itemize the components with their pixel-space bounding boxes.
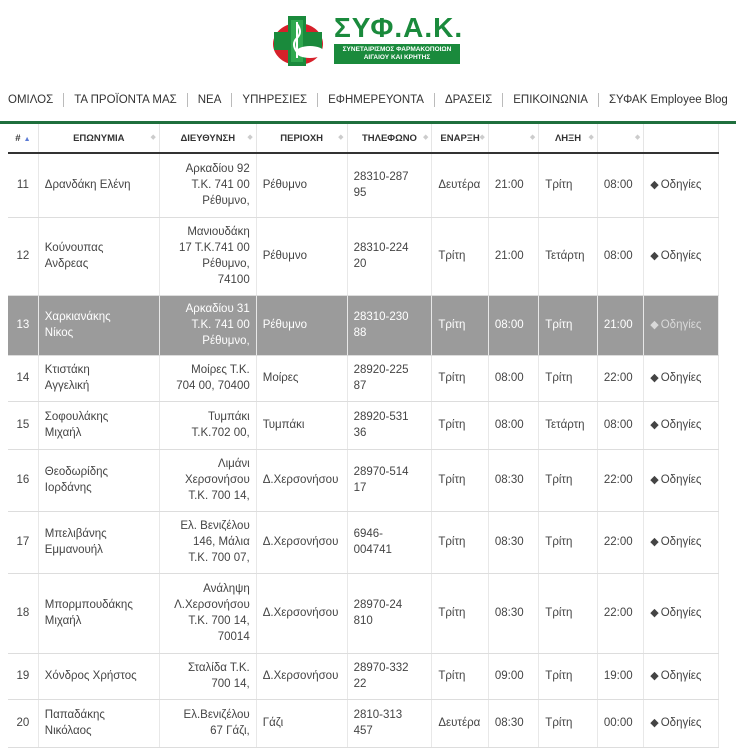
cell-number bbox=[8, 217, 38, 295]
cell-address-text: 17 Τ.Κ.741 00 bbox=[178, 242, 250, 254]
cell-start-time bbox=[488, 401, 538, 449]
cell-start-time-text: 08:00 bbox=[494, 419, 524, 431]
cell-end-day bbox=[539, 573, 598, 653]
cell-start-day-text: Τρίτη bbox=[438, 419, 466, 431]
cell-start-time bbox=[488, 217, 538, 295]
cell-area bbox=[256, 511, 347, 573]
cell-end-time-text: 08:00 bbox=[603, 179, 633, 192]
cell-end-time-text: 22:00 bbox=[603, 536, 633, 548]
cell-address-text: Λ.Χερσονήσου bbox=[174, 599, 250, 611]
cell-address-text: Αρκαδίου 92 bbox=[185, 163, 250, 176]
cell-number-text: 14 bbox=[16, 372, 30, 384]
cell-start-time bbox=[488, 699, 538, 747]
cell-area-text: Ρέθυμνο bbox=[262, 319, 307, 331]
cell-end-day bbox=[539, 153, 598, 217]
cell-number-text: 11 bbox=[16, 179, 29, 192]
table-row[interactable] bbox=[8, 449, 719, 511]
cell-area bbox=[256, 295, 347, 355]
cell-phone-text: 36 bbox=[353, 427, 367, 439]
cell-number bbox=[8, 653, 38, 699]
cell-name-text: Νίκος bbox=[44, 327, 74, 339]
cell-address bbox=[159, 295, 256, 355]
cell-area-text: Ρέθυμνο bbox=[262, 179, 307, 192]
on-duty-pharmacies-table bbox=[8, 124, 719, 748]
table-row[interactable] bbox=[8, 699, 719, 747]
cell-start-day-text: Τρίτη bbox=[438, 536, 466, 548]
table-row[interactable] bbox=[8, 295, 719, 355]
nav-item-group[interactable]: ΟΜΙΛΟΣ bbox=[0, 93, 64, 107]
sort-icon: ◆ bbox=[634, 134, 641, 141]
site-logo[interactable] bbox=[270, 12, 464, 68]
column-header-number[interactable]: # ▲ bbox=[8, 124, 38, 153]
cell-name bbox=[38, 401, 159, 449]
cell-end-time-text: 19:00 bbox=[603, 670, 633, 682]
cell-name-text: Μπελιβάνης bbox=[44, 528, 107, 540]
cell-start-day-text: Τρίτη bbox=[438, 372, 466, 384]
cell-start-time-text: 21:00 bbox=[494, 179, 524, 192]
column-header-start[interactable]: ΕΝΑΡΞΗ ◆ bbox=[432, 124, 489, 153]
cell-end-day-text: Τρίτη bbox=[545, 717, 573, 729]
sort-icon: ◆ bbox=[247, 134, 253, 141]
directions-icon: ◆ bbox=[650, 717, 659, 729]
cell-end-day-text: Τρίτη bbox=[545, 670, 573, 682]
directions-label: Οδηγίες bbox=[660, 607, 702, 619]
cell-name-text: Χόνδρος Χρήστος bbox=[44, 670, 137, 682]
cell-name-text: Μιχαήλ bbox=[44, 427, 82, 439]
cell-end-day-text: Τρίτη bbox=[545, 607, 573, 619]
cell-address-text: Χερσονήσου bbox=[184, 474, 250, 486]
cell-name-text: Μπορμπουδάκης bbox=[44, 599, 133, 611]
cell-address-text: Τ.Κ.702 00, bbox=[191, 427, 250, 439]
cell-address bbox=[159, 355, 256, 401]
cell-address-text: 70014 bbox=[217, 631, 250, 643]
cell-number bbox=[8, 511, 38, 573]
cell-phone bbox=[347, 217, 432, 295]
cell-start-day bbox=[432, 699, 489, 747]
cell-name bbox=[38, 511, 159, 573]
cell-end-time bbox=[597, 653, 643, 699]
cell-name bbox=[38, 449, 159, 511]
cell-address-text: Ρέθυμνο, bbox=[202, 195, 250, 208]
directions-link[interactable] bbox=[644, 295, 719, 355]
cell-end-time-text: 08:00 bbox=[603, 419, 633, 431]
cell-number bbox=[8, 153, 38, 217]
cell-address-text: 146, Μάλια bbox=[192, 536, 250, 548]
cell-area bbox=[256, 355, 347, 401]
table-row[interactable] bbox=[8, 653, 719, 699]
cell-name-text: Κτιστάκη bbox=[44, 364, 90, 376]
directions-icon: ◆ bbox=[650, 319, 659, 331]
cell-phone-text: 28920-531 bbox=[353, 411, 409, 423]
cell-end-day-text: Τρίτη bbox=[545, 536, 573, 548]
nav-item-actions[interactable]: ΔΡΑΣΕΙΣ bbox=[435, 93, 503, 107]
directions-label: Οδηγίες bbox=[660, 179, 702, 192]
cell-area-text: Δ.Χερσονήσου bbox=[262, 474, 339, 486]
cell-address-text: 700 14, bbox=[211, 678, 250, 690]
cell-start-day bbox=[432, 217, 489, 295]
cell-start-time bbox=[488, 511, 538, 573]
cell-end-time bbox=[597, 401, 643, 449]
column-header-end[interactable]: ΛΗΞΗ ◆ bbox=[539, 124, 598, 153]
cell-start-time bbox=[488, 153, 538, 217]
cell-name bbox=[38, 217, 159, 295]
cell-end-day bbox=[539, 511, 598, 573]
cell-address-text: Ρέθυμνο, bbox=[202, 335, 250, 347]
cell-start-day-text: Δευτέρα bbox=[438, 179, 481, 192]
directions-link[interactable] bbox=[644, 355, 719, 401]
table-row[interactable] bbox=[8, 355, 719, 401]
logo-subtitle-line2: ΑΙΓΑΙΟΥ ΚΑΙ ΚΡΗΤΗΣ bbox=[363, 54, 431, 61]
cell-area-text: Δ.Χερσονήσου bbox=[262, 607, 339, 619]
logo-title: ΣΥΦ.Α.Κ. bbox=[334, 12, 464, 43]
cell-end-time-text: 00:00 bbox=[603, 717, 633, 729]
directions-icon: ◆ bbox=[650, 607, 659, 619]
cell-address-text: 67 Γάζι, bbox=[210, 725, 250, 737]
cell-area-text: Τυμπάκι bbox=[262, 419, 305, 431]
cell-end-time bbox=[597, 699, 643, 747]
cell-address-text: Ανάληψη bbox=[203, 583, 250, 595]
nav-item-news[interactable]: ΝΕΑ bbox=[188, 93, 233, 107]
cell-phone-text: 004741 bbox=[353, 544, 392, 556]
cell-start-day-text: Τρίτη bbox=[438, 474, 466, 486]
cell-end-day-text: Τρίτη bbox=[545, 474, 573, 486]
sort-ascending-icon: ▲ bbox=[23, 135, 31, 143]
cell-start-time bbox=[488, 573, 538, 653]
cell-name-text: Παπαδάκης bbox=[44, 709, 105, 721]
cell-end-day bbox=[539, 355, 598, 401]
cell-start-time bbox=[488, 355, 538, 401]
cell-area bbox=[256, 153, 347, 217]
column-header-directions bbox=[644, 124, 719, 153]
sort-icon: ◆ bbox=[588, 134, 594, 141]
sort-icon: ◆ bbox=[338, 134, 344, 141]
cell-address bbox=[159, 449, 256, 511]
nav-item-products[interactable]: ΤΑ ΠΡΟΪΟΝΤΑ ΜΑΣ bbox=[64, 93, 188, 107]
cell-number-text: 13 bbox=[16, 319, 30, 331]
cell-address-text: Τ.Κ. 741 00 bbox=[191, 179, 250, 192]
pharmacy-cross-logo-icon bbox=[270, 12, 332, 68]
cell-start-day-text: Τρίτη bbox=[438, 250, 466, 262]
cell-address-text: Ελ.Βενιζέλου bbox=[183, 709, 250, 721]
directions-link[interactable] bbox=[644, 573, 719, 653]
cell-phone-text: 87 bbox=[353, 380, 367, 392]
table-row[interactable] bbox=[8, 573, 719, 653]
logo-subtitle bbox=[334, 44, 460, 64]
column-header-area[interactable]: ΠΕΡΙΟΧΗ ◆ bbox=[256, 124, 347, 153]
cell-phone-text: 28310-287 bbox=[353, 171, 409, 184]
nav-item-services[interactable]: ΥΠΗΡΕΣΙΕΣ bbox=[232, 93, 318, 107]
cell-end-time-text: 08:00 bbox=[603, 250, 633, 262]
cell-area bbox=[256, 401, 347, 449]
cell-end-time bbox=[597, 153, 643, 217]
cell-phone bbox=[347, 573, 432, 653]
cell-end-day bbox=[539, 217, 598, 295]
cell-start-day-text: Τρίτη bbox=[438, 319, 466, 331]
sort-icon: ◆ bbox=[529, 134, 536, 141]
cell-end-time-text: 22:00 bbox=[603, 372, 633, 384]
cell-name-text: Νικόλαος bbox=[44, 725, 92, 737]
cell-phone-text: 28970-24 bbox=[353, 599, 403, 611]
cell-number-text: 17 bbox=[16, 536, 30, 548]
cell-phone-text: 95 bbox=[353, 187, 367, 200]
cell-name-text: Εμμανουήλ bbox=[44, 544, 103, 556]
cell-address-text: Μανιουδάκη bbox=[187, 226, 250, 238]
cell-area bbox=[256, 573, 347, 653]
cell-end-day bbox=[539, 699, 598, 747]
cell-number bbox=[8, 449, 38, 511]
cell-area bbox=[256, 449, 347, 511]
cell-number bbox=[8, 573, 38, 653]
cell-phone-text: 17 bbox=[353, 482, 367, 494]
cell-start-time bbox=[488, 449, 538, 511]
cell-start-day-text: Τρίτη bbox=[438, 670, 466, 682]
cell-end-time-text: 21:00 bbox=[603, 319, 633, 331]
cell-area-text: Γάζι bbox=[262, 717, 284, 729]
cell-address-text: Τ.Κ. 700 07, bbox=[188, 552, 250, 564]
cell-phone-text: 88 bbox=[353, 327, 367, 339]
column-header-address[interactable]: ΔΙΕΥΘΥΝΣΗ ◆ bbox=[159, 124, 256, 153]
cell-start-day-text: Δευτέρα bbox=[438, 717, 481, 729]
table-row[interactable] bbox=[8, 153, 719, 217]
directions-icon: ◆ bbox=[650, 372, 659, 384]
cell-area-text: Ρέθυμνο bbox=[262, 250, 307, 262]
cell-start-time-text: 08:00 bbox=[494, 319, 524, 331]
directions-label: Οδηγίες bbox=[660, 474, 702, 486]
cell-phone-text: 810 bbox=[353, 615, 373, 627]
cell-area bbox=[256, 653, 347, 699]
cell-phone-text: 2810-313 bbox=[353, 709, 403, 721]
cell-end-time-text: 22:00 bbox=[603, 607, 633, 619]
cell-phone bbox=[347, 355, 432, 401]
cell-phone-text: 28310-224 bbox=[353, 242, 409, 254]
column-header-end-time[interactable] bbox=[597, 124, 643, 153]
directions-icon: ◆ bbox=[650, 670, 659, 682]
cell-start-time-text: 08:30 bbox=[494, 717, 524, 729]
cell-number-text: 15 bbox=[16, 419, 30, 431]
cell-name bbox=[38, 573, 159, 653]
cell-phone bbox=[347, 699, 432, 747]
cell-address bbox=[159, 401, 256, 449]
cell-number bbox=[8, 699, 38, 747]
directions-label: Οδηγίες bbox=[660, 372, 702, 384]
nav-item-contact[interactable]: ΕΠΙΚΟΙΝΩΝΙΑ bbox=[503, 93, 599, 107]
cell-name-text: Χαρκιανάκης bbox=[44, 311, 111, 323]
cell-start-day bbox=[432, 573, 489, 653]
cell-name bbox=[38, 153, 159, 217]
cell-phone-text: 20 bbox=[353, 258, 367, 270]
table-row[interactable] bbox=[8, 511, 719, 573]
cell-end-time bbox=[597, 217, 643, 295]
directions-link[interactable] bbox=[644, 653, 719, 699]
cell-start-day bbox=[432, 295, 489, 355]
cell-start-time-text: 08:30 bbox=[494, 607, 524, 619]
cell-phone-text: 457 bbox=[353, 725, 373, 737]
directions-label: Οδηγίες bbox=[660, 250, 702, 262]
cell-number-text: 12 bbox=[16, 250, 30, 262]
cell-phone-text: 6946- bbox=[353, 528, 383, 540]
cell-phone bbox=[347, 153, 432, 217]
cell-end-day-text: Τρίτη bbox=[545, 179, 573, 192]
cell-phone-text: 28970-332 bbox=[353, 662, 409, 674]
cell-end-time bbox=[597, 511, 643, 573]
column-header-name[interactable]: ΕΠΩΝΥΜΙΑ ◆ bbox=[38, 124, 159, 153]
cell-address-text: 704 00, 70400 bbox=[176, 380, 250, 392]
cell-start-day bbox=[432, 449, 489, 511]
cell-end-time bbox=[597, 449, 643, 511]
cell-end-time bbox=[597, 573, 643, 653]
directions-icon: ◆ bbox=[650, 474, 659, 486]
cell-phone-text: 28310-230 bbox=[353, 311, 409, 323]
cell-address-text: Μοίρες Τ.Κ. bbox=[191, 364, 250, 376]
cell-address-text: Τ.Κ. 741 00 bbox=[191, 319, 250, 331]
cell-phone bbox=[347, 449, 432, 511]
cell-address-text: Τ.Κ. 700 14, bbox=[188, 615, 250, 627]
cell-area bbox=[256, 217, 347, 295]
sort-icon: ◆ bbox=[479, 134, 485, 141]
cell-name bbox=[38, 699, 159, 747]
cell-end-time bbox=[597, 295, 643, 355]
directions-link[interactable] bbox=[644, 511, 719, 573]
cell-start-time bbox=[488, 295, 538, 355]
cell-end-day-text: Τρίτη bbox=[545, 319, 573, 331]
cell-address-text: Τ.Κ. 700 14, bbox=[188, 490, 250, 502]
cell-phone-text: 28970-514 bbox=[353, 466, 409, 478]
cell-address bbox=[159, 153, 256, 217]
cell-address-text: Ελ. Βενιζέλου bbox=[180, 520, 250, 532]
directions-icon: ◆ bbox=[650, 536, 659, 548]
sort-icon: ◆ bbox=[422, 134, 429, 141]
directions-label: Οδηγίες bbox=[660, 419, 702, 431]
cell-name-text: Κούνουπας bbox=[44, 242, 104, 254]
cell-name-text: Ανδρεας bbox=[44, 258, 89, 270]
cell-address bbox=[159, 653, 256, 699]
cell-name bbox=[38, 355, 159, 401]
cell-end-time-text: 22:00 bbox=[603, 474, 633, 486]
cell-number bbox=[8, 355, 38, 401]
cell-number bbox=[8, 295, 38, 355]
table-row[interactable] bbox=[8, 217, 719, 295]
cell-name-text: Σοφουλάκης bbox=[44, 411, 109, 423]
directions-icon: ◆ bbox=[650, 179, 659, 192]
cell-address-text: Τυμπάκι bbox=[208, 411, 250, 423]
logo-subtitle-line1: ΣΥΝΕΤΑΙΡΙΣΜΟΣ ΦΑΡΜΑΚΟΠΟΙΩΝ bbox=[342, 46, 452, 53]
directions-link[interactable] bbox=[644, 449, 719, 511]
cell-address bbox=[159, 217, 256, 295]
table-row[interactable] bbox=[8, 401, 719, 449]
nav-item-employee-blog[interactable]: ΣΥΦΑΚ Employee Blog bbox=[608, 94, 728, 106]
cell-start-time-text: 21:00 bbox=[494, 250, 524, 262]
cell-start-day bbox=[432, 401, 489, 449]
column-header-start-time[interactable] bbox=[488, 124, 538, 153]
cell-address bbox=[159, 699, 256, 747]
cell-end-day-text: Τρίτη bbox=[545, 372, 573, 384]
directions-label: Οδηγίες bbox=[660, 670, 702, 682]
cell-start-day bbox=[432, 153, 489, 217]
cell-name-text: Θεοδωρίδης bbox=[44, 466, 109, 478]
directions-icon: ◆ bbox=[650, 250, 659, 262]
cell-name-text: Αγγελική bbox=[44, 380, 90, 392]
cell-area-text: Μοίρες bbox=[262, 372, 299, 384]
cell-phone bbox=[347, 511, 432, 573]
cell-start-time bbox=[488, 653, 538, 699]
cell-start-day-text: Τρίτη bbox=[438, 607, 466, 619]
main-nav bbox=[0, 80, 736, 124]
directions-label: Οδηγίες bbox=[660, 536, 702, 548]
directions-label: Οδηγίες bbox=[660, 319, 702, 331]
column-header-phone[interactable]: ΤΗΛΕΦΩΝΟ ◆ bbox=[347, 124, 432, 153]
cell-start-time-text: 08:30 bbox=[494, 474, 524, 486]
cell-name-text: Μιχαήλ bbox=[44, 615, 82, 627]
cell-name bbox=[38, 295, 159, 355]
cell-number bbox=[8, 401, 38, 449]
cell-address bbox=[159, 511, 256, 573]
cell-address bbox=[159, 573, 256, 653]
cell-phone bbox=[347, 401, 432, 449]
directions-label: Οδηγίες bbox=[660, 717, 702, 729]
cell-address-text: Αρκαδίου 31 bbox=[185, 303, 250, 315]
cell-phone-text: 28920-225 bbox=[353, 364, 409, 376]
nav-item-on-duty[interactable]: ΕΦΗΜΕΡΕΥΟΝΤΑ bbox=[318, 93, 435, 107]
cell-name-text: Δρανδάκη Ελένη bbox=[44, 179, 131, 192]
cell-area-text: Δ.Χερσονήσου bbox=[262, 536, 339, 548]
cell-name-text: Ιορδάνης bbox=[44, 482, 92, 494]
cell-area-text: Δ.Χερσονήσου bbox=[262, 670, 339, 682]
cell-name bbox=[38, 653, 159, 699]
cell-phone bbox=[347, 295, 432, 355]
cell-number-text: 19 bbox=[16, 670, 30, 682]
directions-icon: ◆ bbox=[650, 419, 659, 431]
cell-start-day bbox=[432, 653, 489, 699]
cell-start-time-text: 08:30 bbox=[494, 536, 524, 548]
directions-link[interactable] bbox=[644, 401, 719, 449]
cell-address-text: Σταλίδα Τ.Κ. bbox=[187, 662, 250, 674]
cell-number-text: 18 bbox=[16, 607, 30, 619]
cell-start-day bbox=[432, 511, 489, 573]
cell-start-time-text: 08:00 bbox=[494, 372, 524, 384]
cell-end-time bbox=[597, 355, 643, 401]
directions-link[interactable] bbox=[644, 153, 719, 217]
cell-phone-text: 22 bbox=[353, 678, 367, 690]
sort-icon: ◆ bbox=[150, 134, 156, 141]
cell-address-text: 74100 bbox=[217, 274, 250, 286]
cell-address-text: Λιμάνι bbox=[217, 458, 250, 470]
directions-link[interactable] bbox=[644, 699, 719, 747]
table-header-row bbox=[8, 124, 719, 153]
cell-end-day bbox=[539, 653, 598, 699]
cell-address-text: Ρέθυμνο, bbox=[202, 258, 250, 270]
cell-number-text: 16 bbox=[16, 474, 30, 486]
cell-end-day-text: Τετάρτη bbox=[545, 250, 585, 262]
cell-end-day bbox=[539, 295, 598, 355]
directions-link[interactable] bbox=[644, 217, 719, 295]
cell-end-day bbox=[539, 449, 598, 511]
cell-start-day bbox=[432, 355, 489, 401]
cell-end-day bbox=[539, 401, 598, 449]
cell-phone bbox=[347, 653, 432, 699]
cell-area bbox=[256, 699, 347, 747]
cell-start-time-text: 09:00 bbox=[494, 670, 524, 682]
cell-end-day-text: Τετάρτη bbox=[545, 419, 585, 431]
cell-number-text: 20 bbox=[16, 717, 30, 729]
